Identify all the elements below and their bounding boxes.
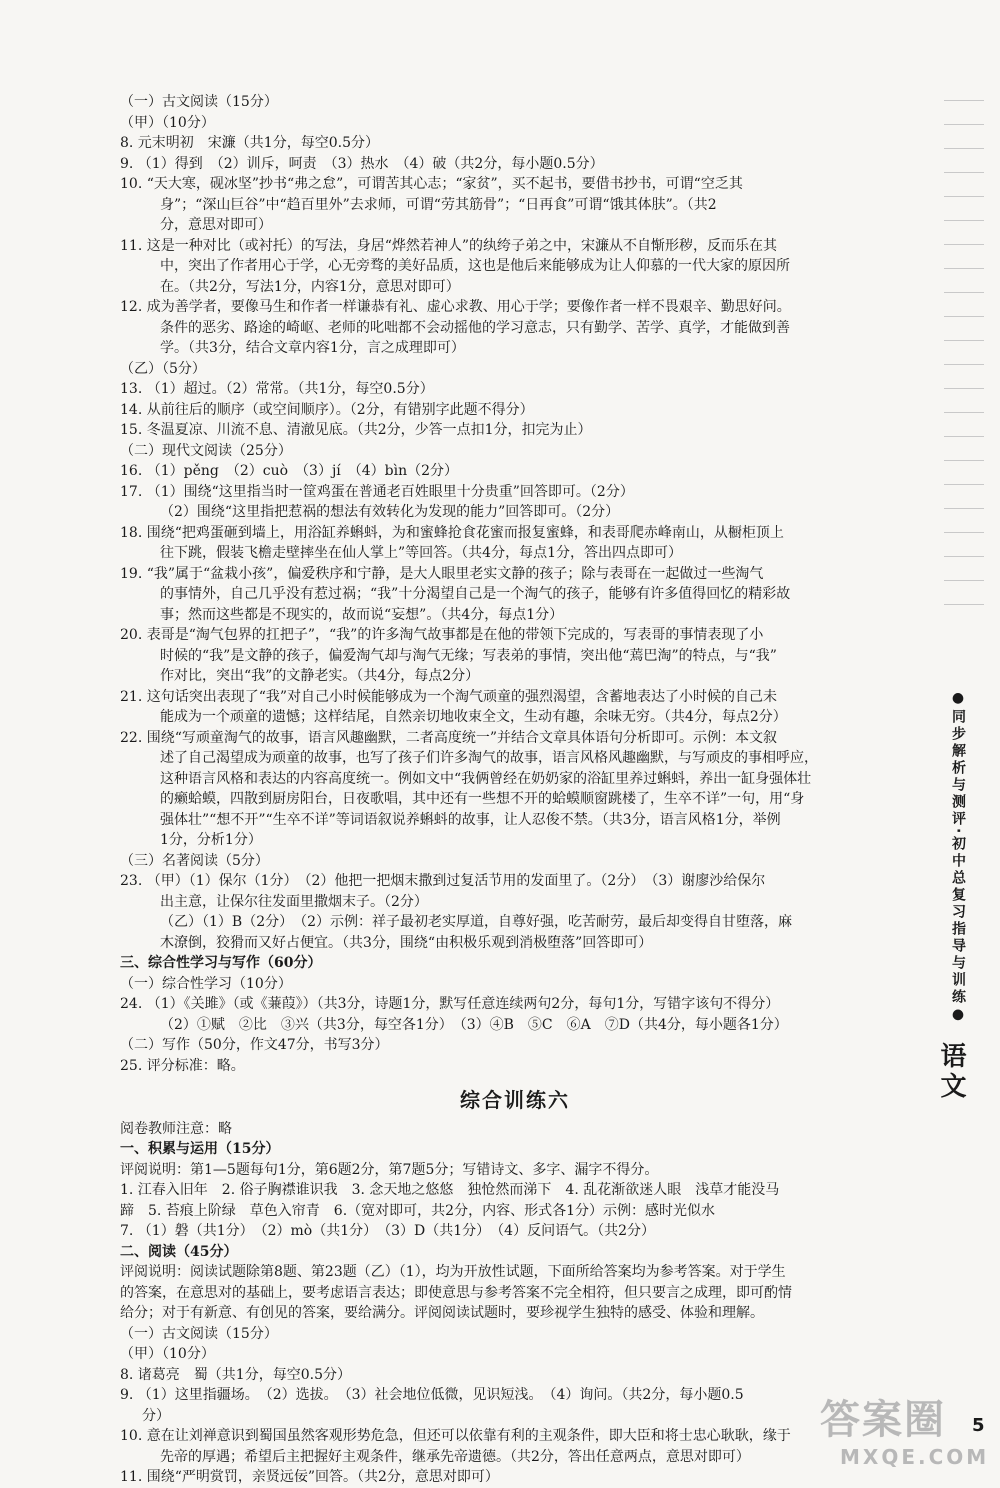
text-line: （一）综合性学习（10分） [120, 975, 292, 992]
section-title: 综合训练六 [460, 1088, 570, 1112]
margin-rule [944, 508, 984, 509]
margin-rule [944, 292, 984, 293]
margin-rule [944, 580, 984, 581]
text-line: 出主意，让保尔往发面里撒烟末子。（2分） [160, 893, 428, 910]
text-line: 22. 围绕“写顽童淘气的故事，语言风趣幽默，二者高度统一”并结合文章具体语句分析即可。示例：本文叙 [120, 729, 778, 746]
margin-rule [944, 412, 984, 413]
text-line: 18. 围绕“把鸡蛋砸到墙上，用浴缸养蝌蚪，为和蜜蜂抢食花蜜而报复蜜蜂，和表哥爬赤峰南山，从橱柜顶上 [120, 524, 784, 541]
text-line: （2）围绕“这里指把惹祸的想法有效转化为发现的能力”回答即可。（2分） [160, 504, 620, 520]
text-line: 先帝的厚遇；希望后主把握好主观条件，继承先帝遗德。（共2分，答出任意两点，意思对即可） [160, 1448, 750, 1465]
text-line: 给分；对于有新意、有创见的答案，要给满分。评阅阅读试题时，要珍视学生独特的感受、体验和理解。 [120, 1305, 764, 1321]
text-line: 11. 这是一种对比（或衬托）的写法，身居“烨然若神人”的纨绔子弟之中，宋濂从不自惭形秽，反而乐在其 [120, 237, 778, 254]
text-line: 24. （1）《关雎》（或《蒹葭》）（共3分，诗题1分，默写任意连续两句2分，每句1分，写错字该句不得分） [120, 996, 780, 1012]
margin-rule [944, 172, 984, 173]
text-line: 三、综合性学习与写作（60分） [120, 955, 322, 971]
text-line: （甲）（10分） [120, 1346, 215, 1362]
text-line: 8. 诸葛亮 蜀（共1分，每空0.5分） [120, 1366, 351, 1383]
text-line: 23. （甲）（1）保尔（1分） （2）他把一把烟末撒到过复活节用的发面里了。（2分） （3）谢廖沙给保尔 [120, 873, 766, 889]
text-line: 强体壮”“想不开”“生卒不详”等词语叙说养蝌蚪的故事，让人忍俊不禁。（共3分，语言风格1分，举例 [160, 811, 781, 828]
text-line: 木潦倒，狡猾而又好占便宜。（共3分，围绕“由积极乐观到消极堕落”回答即可） [160, 934, 653, 951]
text-line: 25. 评分标准：略。 [120, 1057, 245, 1074]
watermark-url: MXQE.COM [840, 1445, 990, 1469]
text-line: （一）古文阅读（15分） [120, 1325, 278, 1342]
text-line: 身”；“深山巨谷”中“趋百里外”去求师，可谓“劳其筋骨”；“日再食”可谓“饿其体肤”。（共2 [160, 196, 717, 213]
text-line: （二）写作（50分，作文47分，书写3分） [120, 1037, 389, 1053]
margin-rule [944, 268, 984, 269]
margin-rule [944, 436, 984, 437]
text-line: 在。（共2分，写法1分，内容1分，意思对即可） [160, 278, 460, 295]
margin-rule [944, 388, 984, 389]
text-line: 的癞蛤蟆，四散到厨房阳台，日夜歌唱，其中还有一些想不开的蛤蟆顺窗跳楼了，生卒不详”一句，用“身 [160, 791, 805, 807]
text-line: 11. 围绕“严明赏罚，亲贤远佞”回答。（共2分，意思对即可） [120, 1469, 499, 1485]
text-line: 7. （1）磐（共1分） （2）mò（共1分） （3）D（共1分） （4）反问语气。（共2分） [120, 1223, 655, 1239]
margin-rule [944, 484, 984, 485]
text-line: （2）①赋 ②比 ③兴（共3分，每空各1分） （3）④B ⑤C ⑥A ⑦D（共4分，每小题各1分） [160, 1016, 788, 1033]
text-line: 16. （1）pěng （2）cuò （3）jí （4）bìn（2分） [120, 463, 459, 479]
answers-part-six [120, 1119, 910, 1488]
text-line: 15. 冬温夏凉、川流不息、清澈见底。（共2分，少答一点扣1分，扣完为止） [120, 422, 592, 438]
text-line: 作对比，突出“我”的文静老实。（共4分，每点2分） [160, 668, 480, 684]
text-line: 事；然而这些都是不现实的，故而说“妄想”。（共4分，每点1分） [160, 606, 564, 623]
text-line: 9. （1）得到 （2）训斥，呵责 （3）热水 （4）破（共2分，每小题0.5分） [120, 155, 604, 172]
text-line: 二、阅读（45分） [120, 1243, 238, 1260]
watermark-logo [820, 1388, 990, 1468]
margin-rule [944, 556, 984, 557]
text-line: 述了自己渴望成为顽童的故事，也写了孩子们许多淘气的故事，语言风格风趣幽默，与写顽皮的事相呼应， [160, 750, 818, 766]
text-line: 条件的恶劣、路途的崎岖、老师的叱咄都不会动摇他的学习意志，只有勤学、苦学、真学，才能做到善 [160, 319, 790, 336]
text-line: 评阅说明：阅读试题除第8题、第23题（乙）（1），均为开放性试题，下面所给答案均为参考答案。对于学生 [120, 1264, 786, 1280]
text-line: 分，意思对即可） [160, 217, 272, 233]
text-line: 10. “天大寒，砚冰坚”抄书“弗之怠”，可谓苦其心志；“家贫”，买不起书，要借书抄书，可谓“空乏其 [120, 176, 743, 192]
margin-rule [944, 124, 984, 125]
text-line: 能成为一个顽童的遗憾；这样结尾，自然亲切地收束全文，生动有趣，余味无穷。（共4分，每点2分） [160, 709, 787, 725]
text-line: 1. 江春入旧年 2. 俗子胸襟谁识我 3. 念天地之悠悠 独怆然而涕下 4. 乱花渐欲迷人眼 浅草才能没马 [120, 1182, 780, 1198]
text-line: 1分，分析1分） [160, 832, 262, 848]
margin-rule [944, 220, 984, 221]
text-line: 19. “我”属于“盆栽小孩”，偏爱秩序和宁静，是大人眼里老实文静的孩子；除与表哥在一起做过一些淘气 [120, 565, 764, 582]
margin-rule [944, 100, 984, 101]
margin-rule [944, 316, 984, 317]
text-line: 20. 表哥是“淘气包界的扛把子”，“我”的许多淘气故事都是在他的带领下完成的，写表哥的事情表现了小 [120, 627, 764, 643]
answer-content [120, 92, 910, 1488]
text-line: （三）名著阅读（5分） [120, 852, 269, 869]
text-line: 的答案，在意思对的基础上，要考虑语言表达；即使意思与参考答案不完全相符，但只要言之成理，即可酌情 [120, 1284, 792, 1301]
text-line: （乙）（1）B（2分） （2）示例：祥子最初老实厚道，自尊好强，吃苦耐劳，最后却变得自甘堕落，麻 [160, 914, 793, 930]
text-line: （一）古文阅读（15分） [120, 94, 278, 110]
text-line: 学。（共3分，结合文章内容1分，言之成理即可） [160, 340, 465, 356]
text-line: 中，突出了作者用心于学，心无旁骛的美好品质，这也是他后来能够成为让人仰慕的一代大家的原因所 [160, 258, 790, 274]
margin-rule [944, 340, 984, 341]
text-line: 10. 意在让刘禅意识到蜀国虽然客观形势危急，但还可以依靠有利的主观条件，即大臣和将士忠心耿耿，缘于 [120, 1428, 791, 1444]
margin-rule [944, 244, 984, 245]
margin-rule [944, 196, 984, 197]
text-line: 时候的“我”是文静的孩子，偏爱淘气却与淘气无缘；写表弟的事情，突出他“蔫巴淘”的特点，与“我” [160, 647, 777, 664]
margin-rules [944, 100, 984, 628]
text-line: 一、积累与运用（15分） [120, 1141, 280, 1157]
text-line: 13. （1）超过。（2）常常。（共1分，每空0.5分） [120, 381, 434, 397]
text-line: 阅卷教师注意：略 [120, 1120, 232, 1137]
watermark-text: 答案圈 [820, 1397, 946, 1443]
text-line: 的事情外，自己几乎没有惹过祸；“我”十分渴望自己是一个淘气的孩子，能够有许多值得回忆的精彩故 [160, 586, 791, 602]
text-line: 9. （1）这里指疆场。 （2）选拔。 （3）社会地位低微，见识短浅。 （4）询问。（共2分，每小题0.5 [120, 1387, 744, 1403]
text-line: 这种语言风格和表达的内容高度统一。例如文中“我俩曾经在奶奶家的浴缸里养过蝌蚪，养出一缸身强体壮 [160, 770, 812, 787]
text-line: （甲）（10分） [120, 114, 215, 131]
text-line: （乙）（5分） [120, 360, 206, 377]
answers-part-five [120, 92, 910, 1076]
subject-label: 语文 [936, 1042, 966, 1102]
text-line: 分） [142, 1407, 170, 1424]
margin-rule [944, 364, 984, 365]
margin-rule [944, 532, 984, 533]
margin-rule [944, 148, 984, 149]
text-line: 评阅说明：第1—5题每句1分，第6题2分，第7题5分；写错诗文、多字、漏字不得分。 [120, 1161, 659, 1178]
text-line: 蹄 5. 苔痕上阶绿 草色入帘青 6.（宽对即可，共2分，内容、形式各1分）示例：感时光似水 [120, 1202, 715, 1219]
margin-rule [944, 604, 984, 605]
book-title-sidebar: ●同步解析与测评·初中总复习指导与训练● [950, 690, 966, 1026]
text-line: 8. 元末明初 宋濂（共1分，每空0.5分） [120, 135, 379, 151]
text-line: （二）现代文阅读（25分） [120, 442, 292, 459]
margin-rule [944, 460, 984, 461]
text-line: 17. （1）围绕“这里指当时一筐鸡蛋在普通老百姓眼里十分贵重”回答即可。（2分） [120, 483, 634, 500]
text-line: 往下跳，假装飞檐走壁摔坐在仙人掌上”等回答。（共4分，每点1分，答出四点即可） [160, 545, 682, 561]
text-line: 21. 这句话突出表现了“我”对自己小时候能够成为一个淘气顽童的强烈渴望，含蓄地表达了小时候的自己未 [120, 688, 778, 705]
text-line: 14. 从前往后的顺序（或空间顺序）。（2分，有错别字此题不得分） [120, 401, 534, 418]
text-line: 12. 成为善学者，要像马生和作者一样谦恭有礼、虚心求教、用心于学；要像作者一样不畏艰辛、勤思好问。 [120, 299, 791, 315]
page-number: 5 [972, 1415, 985, 1436]
